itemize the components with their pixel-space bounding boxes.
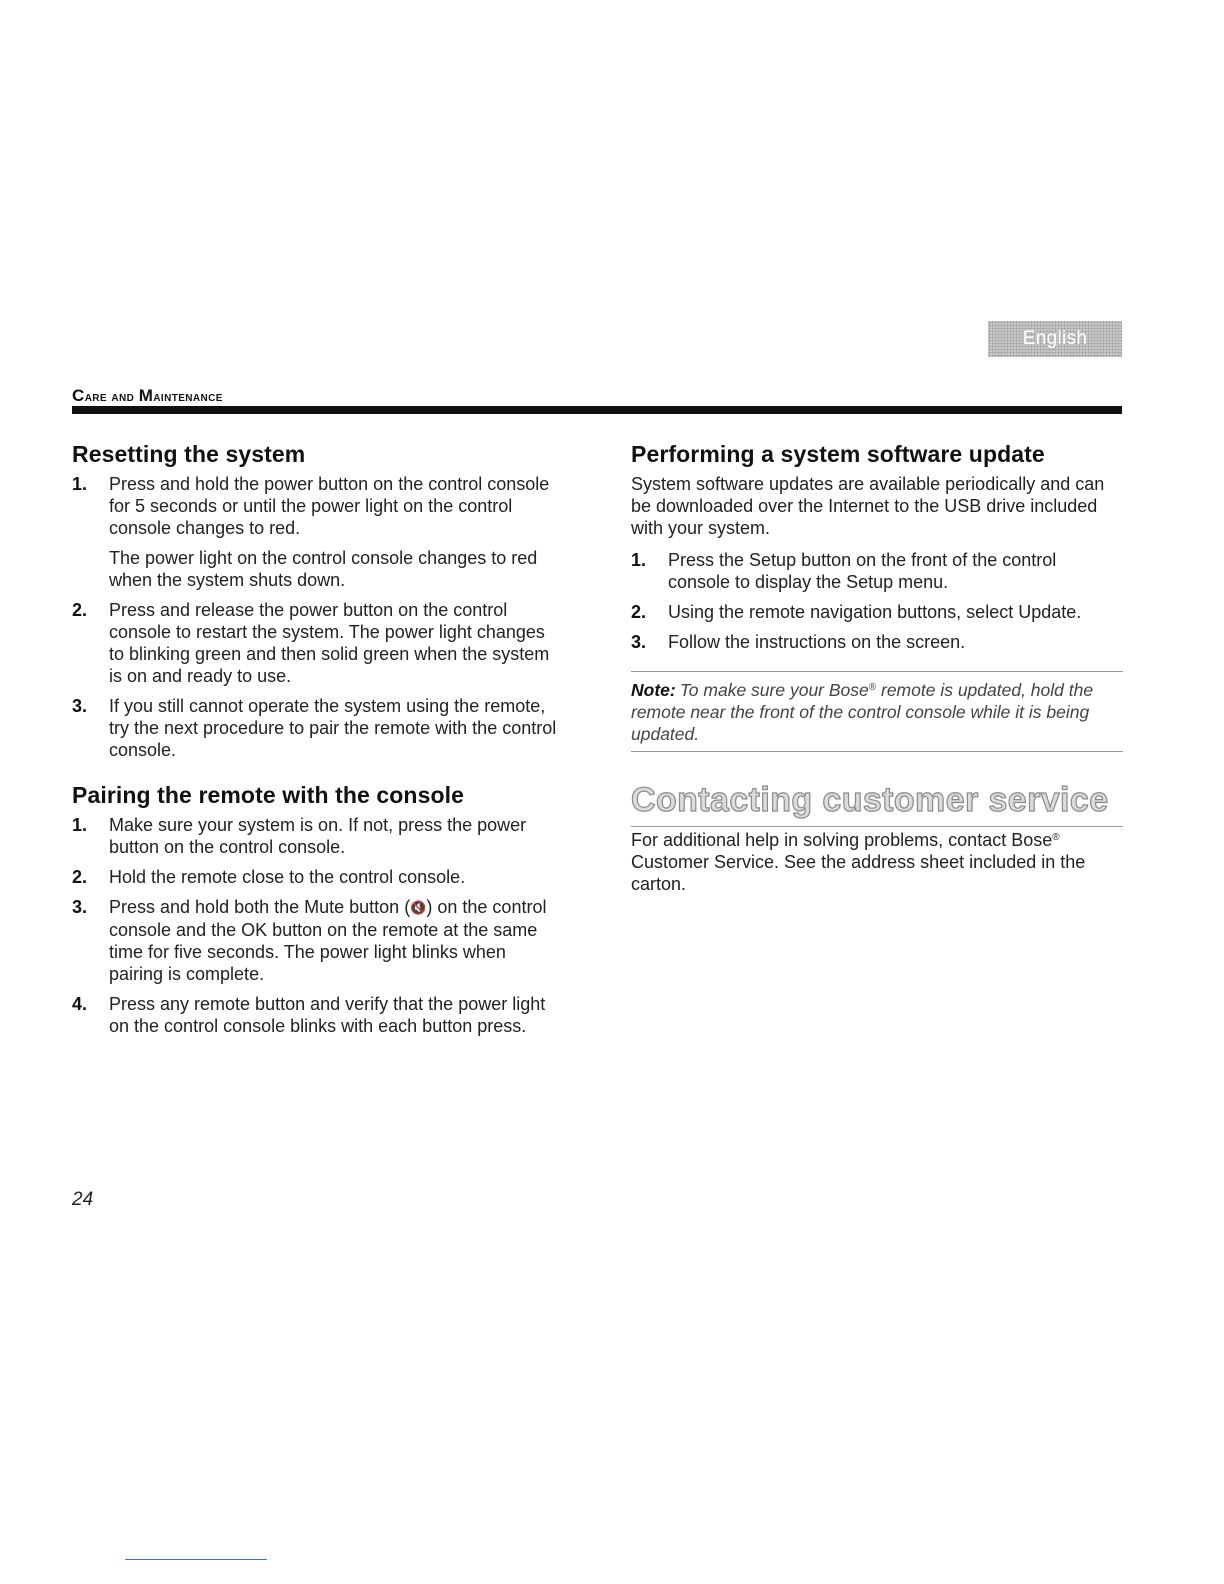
pairing-title: Pairing the remote with the console	[72, 782, 465, 808]
software-update-intro: System software updates are available periodically and can be downloaded over the Internet to the USB drive included with your system.	[631, 474, 1105, 538]
pairing-steps	[72, 814, 562, 1037]
list-item: 3. Press and hold both the Mute button (🔇) on the control console and the OK button on the remote at the same time for five seconds. The power light blinks when pairing is complete.	[72, 897, 547, 984]
mute-icon: 🔇	[410, 900, 427, 915]
bottom-line	[125, 1559, 267, 1560]
list-item: 3. Follow the instructions on the screen.	[631, 632, 966, 652]
list-item: 2. Using the remote navigation buttons, select Update.	[631, 602, 1082, 622]
resetting-steps	[72, 473, 562, 761]
software-update-steps	[631, 549, 1123, 653]
resetting-title: Resetting the system	[72, 441, 306, 467]
note-box: Note: To make sure your Bose® remote is updated, hold the remote near the front of the control console while it is being updated.	[631, 671, 1123, 752]
list-item: 1. Press and hold the power button on the control console for 5 seconds or until the power light on the control console changes to red. The power light on the control console changes to red when the system shuts down.	[72, 474, 550, 590]
section-header: Care and Maintenance	[72, 386, 223, 405]
customer-service-text: For additional help in solving problems, contact Bose® Customer Service. See the address sheet included in the carton.	[631, 830, 1086, 894]
left-column	[72, 440, 562, 1045]
software-update-title: Performing a system software update	[631, 441, 1045, 467]
list-item: 2. Hold the remote close to the control console.	[72, 867, 466, 887]
right-column	[631, 440, 1123, 905]
list-item: 1. Press the Setup button on the front of the control console to display the Setup menu.	[631, 550, 1057, 592]
page-number: 24	[72, 1189, 94, 1210]
list-item: 3. If you still cannot operate the system using the remote, try the next procedure to pair the remote with the control console.	[72, 696, 557, 760]
customer-service-title: Contacting customer service	[631, 780, 1123, 827]
list-item: 1. Make sure your system is on. If not, press the power button on the control console.	[72, 815, 527, 857]
list-item: 2. Press and release the power button on the control console to restart the system. The power light changes to blinking green and then solid green when the system is on and ready to use.	[72, 600, 550, 686]
note-label: Note:	[631, 680, 676, 700]
language-tab: English	[988, 321, 1122, 357]
list-item: 4. Press any remote button and verify that the power light on the control console blinks with each button press.	[72, 994, 546, 1036]
header-rule	[72, 406, 1122, 414]
